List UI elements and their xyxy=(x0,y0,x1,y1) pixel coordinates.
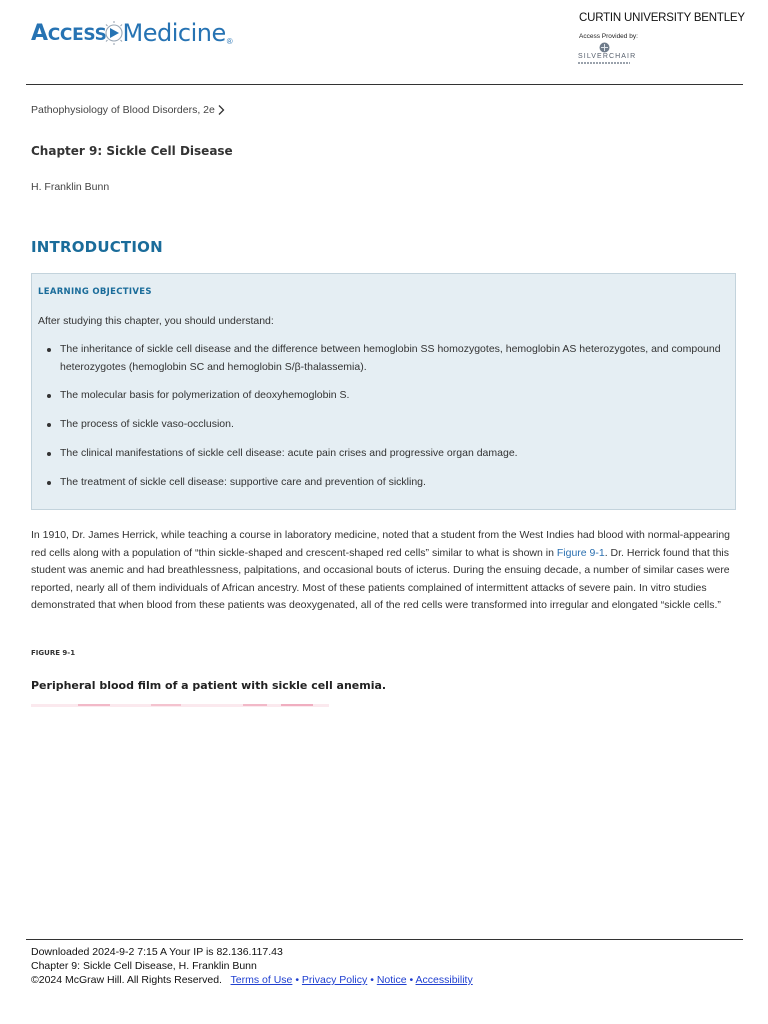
provider-logo-tagline xyxy=(578,62,630,64)
institution-name: CURTIN UNIVERSITY BENTLEY xyxy=(579,12,745,24)
footer-divider xyxy=(26,939,743,940)
intro-paragraph xyxy=(31,527,743,615)
page-footer xyxy=(31,945,473,987)
author-name: H. Franklin Bunn xyxy=(31,181,110,193)
chapter-title: Chapter 9: Sickle Cell Disease xyxy=(31,144,233,158)
header-divider xyxy=(26,84,743,85)
provider-logo xyxy=(578,42,637,66)
intro-paragraph-text-start: In 1910, Dr. James Herrick, while teaching a course in laboratory medicine, noted that a student from the West Indies had blood with normal-appearing red cells along with a population of “thin sickle-shaped and crescent-shaped red cells” similar to what is shown in xyxy=(31,529,731,559)
learning-objective-item: The inheritance of sickle cell disease and the difference between hemoglobin SS homozygotes, hemoglobin AS heterozygotes, and compound heterozygotes (hemoglobin SC and hemoglobin S/β-thalassemia). xyxy=(60,341,732,376)
access-provided-label: Access Provided by: xyxy=(579,33,638,40)
learning-objectives-box xyxy=(31,273,736,510)
site-header xyxy=(0,0,768,85)
citation: Chapter 9: Sickle Cell Disease, H. Franklin Bunn xyxy=(31,960,257,972)
access-medicine-logo[interactable] xyxy=(31,14,233,52)
provider-logo-text: SILVERCHAIR xyxy=(578,53,637,60)
silverchair-icon xyxy=(599,42,610,53)
figure-caption: Peripheral blood film of a patient with sickle cell anemia. xyxy=(31,679,387,692)
logo-access-text xyxy=(31,21,107,46)
learning-objectives-intro: After studying this chapter, you should understand: xyxy=(38,315,274,327)
learning-objective-item: The clinical manifestations of sickle cell disease: acute pain crises and progressive organ damage. xyxy=(60,445,732,463)
learning-objective-item: The treatment of sickle cell disease: supportive care and prevention of sickling. xyxy=(60,474,732,492)
figure-label: FIGURE 9-1 xyxy=(31,649,76,657)
figure-image xyxy=(31,704,329,707)
logo-access-initial: A xyxy=(31,20,48,46)
logo-medicine-text: Medicine xyxy=(122,19,226,47)
chevron-right-icon xyxy=(217,104,225,116)
registered-mark: ® xyxy=(226,37,233,46)
footer-separator: • xyxy=(409,974,414,986)
learning-objective-item: The process of sickle vaso-occlusion. xyxy=(60,416,732,434)
learning-objective-item: The molecular basis for polymerization of deoxyhemoglobin S. xyxy=(60,387,732,405)
access-medicine-arrow-icon xyxy=(105,20,123,46)
intro-paragraph-text-end: . Dr. Herrick found that this student was anemic and had breathlessness, palpitations, and occasional bouts of icterus. During the ensuing decade, a number of similar cases were reported, nearly all of them individuals of African ancestry. Most of these patients complained of intermittent attacks of severe pain. In vitro studies demonstrated that when blood from these patients was deoxygenated, all of the red cells were transformed into irregular and elongated “sickle cells.” xyxy=(31,546,730,611)
download-info: Downloaded 2024-9-2 7:15 A Your IP is 82.136.117.43 xyxy=(31,946,283,958)
learning-objectives-heading: LEARNING OBJECTIVES xyxy=(38,287,152,297)
breadcrumb-book-link[interactable]: Pathophysiology of Blood Disorders, 2e xyxy=(31,104,215,116)
notice-link[interactable]: Notice xyxy=(376,974,407,986)
privacy-policy-link[interactable]: Privacy Policy xyxy=(301,974,368,986)
footer-separator: • xyxy=(370,974,374,986)
figure-9-1-link[interactable]: Figure 9-1 xyxy=(556,546,605,559)
logo-access-rest: CCESS xyxy=(47,24,107,45)
copyright-line xyxy=(31,973,473,987)
breadcrumb xyxy=(31,104,225,116)
section-heading: INTRODUCTION xyxy=(31,238,163,256)
footer-separator: • xyxy=(295,974,299,986)
copyright-text: ©2024 McGraw Hill. All Rights Reserved. xyxy=(31,974,222,986)
terms-of-use-link[interactable]: Terms of Use xyxy=(230,974,293,986)
accessibility-link[interactable]: Accessibility xyxy=(415,974,473,986)
